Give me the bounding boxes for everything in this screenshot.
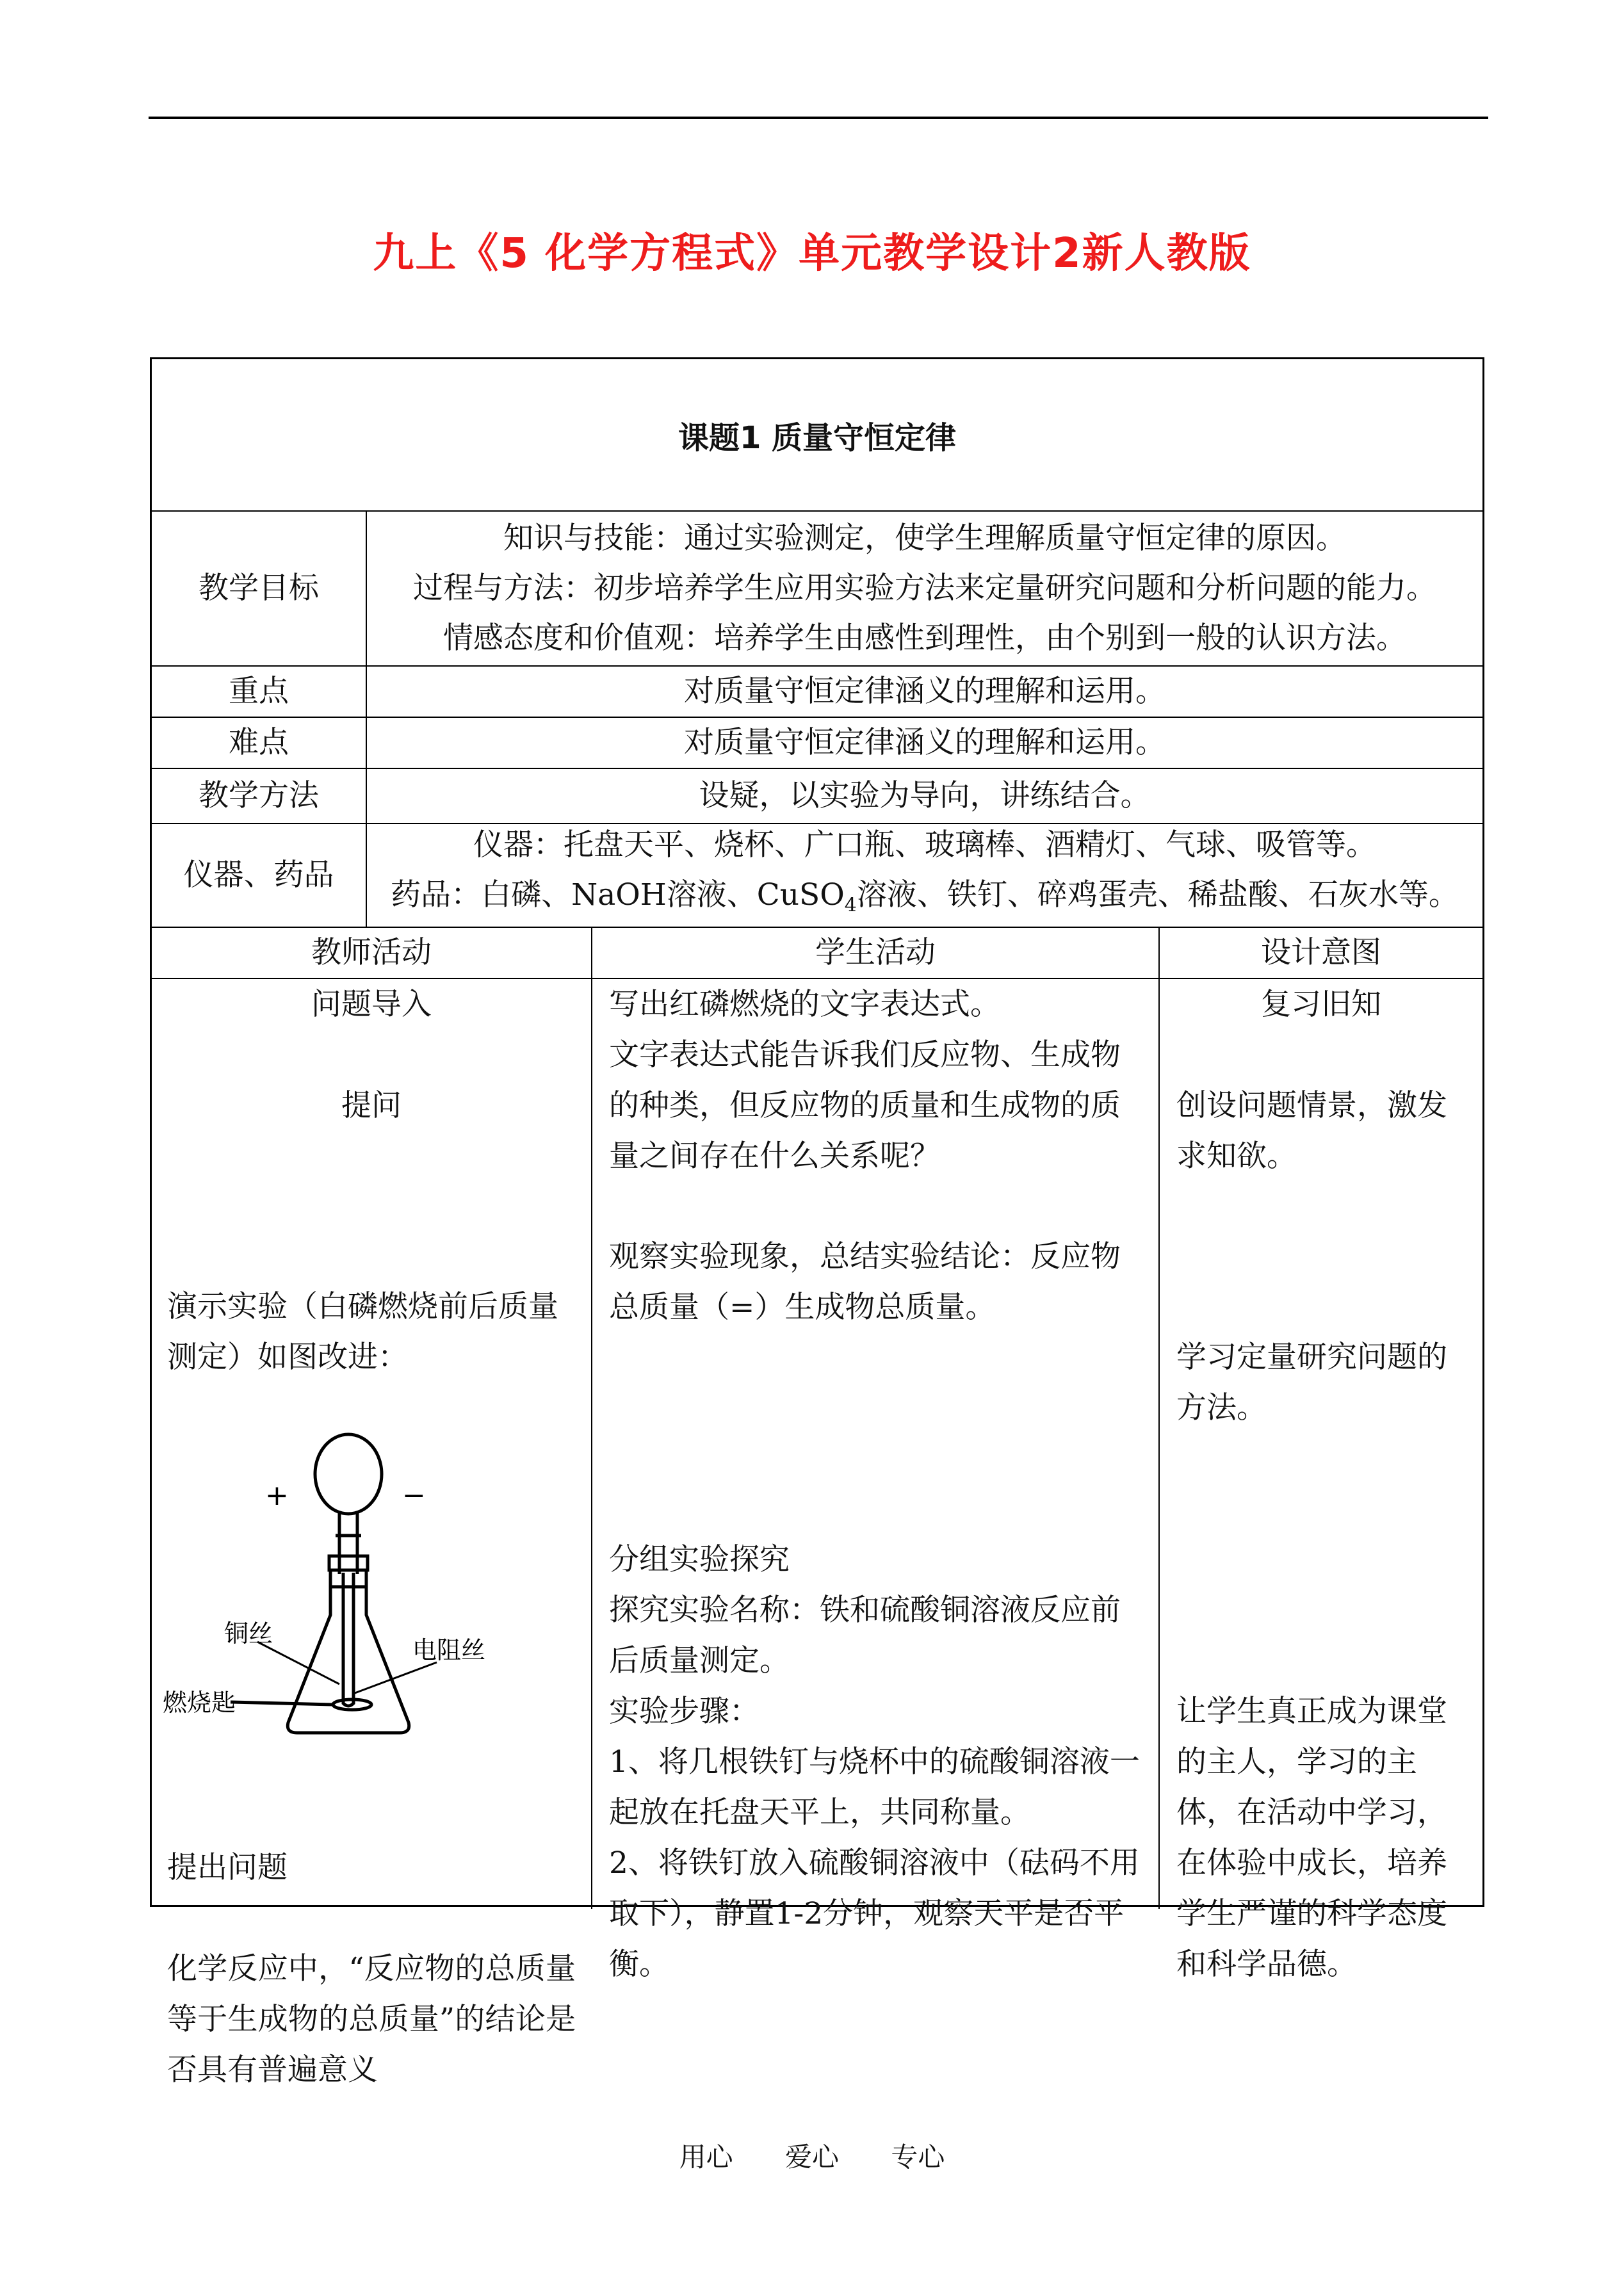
intent-column xyxy=(1158,979,1482,1982)
header-teacher: 教师活动 xyxy=(311,935,432,970)
difficulty-row xyxy=(152,717,1482,768)
student-p7: 1、将几根铁钉与烧杯中的硫酸铜溶液一起放在托盘天平上，共同称量。 xyxy=(609,1744,1140,1830)
method-row xyxy=(152,768,1482,823)
student-p4: 分组实验探究 xyxy=(609,1542,790,1577)
student-p3: 观察实验现象，总结实验结论：反应物总质量（=）生成物总质量。 xyxy=(609,1239,1121,1325)
method-value: 设疑，以实验为导向，讲练结合。 xyxy=(366,769,1482,823)
equipment-label: 仪器、药品 xyxy=(183,857,334,893)
header-student: 学生活动 xyxy=(591,928,1158,978)
key-point-row xyxy=(152,665,1482,717)
minus-sign: − xyxy=(402,1479,426,1512)
footer-item: 用心 xyxy=(679,2141,733,2173)
student-p2: 文字表达式能告诉我们反应物、生成物的种类，但反应物的质量和生成物的质量之间存在什么关系呢？ xyxy=(609,1037,1121,1174)
spoon-label: 燃烧匙 xyxy=(163,1689,236,1717)
apparatus-figure xyxy=(163,1422,534,1780)
balloon-shape xyxy=(315,1434,382,1514)
teacher-demo: 演示实验（白磷燃烧前后质量测定）如图改进： xyxy=(167,1289,558,1375)
objectives-row xyxy=(152,510,1482,665)
plus-sign: + xyxy=(265,1479,289,1512)
difficulty-value: 对质量守恒定律涵义的理解和运用。 xyxy=(366,718,1482,768)
intent-p1: 复习旧知 xyxy=(1261,987,1381,1022)
intent-p3: 学习定量研究问题的方法。 xyxy=(1176,1340,1447,1425)
teacher-raise: 提出问题 xyxy=(167,1850,288,1885)
student-p1: 写出红磷燃烧的文字表达式。 xyxy=(609,987,1000,1022)
header-intent: 设计意图 xyxy=(1158,928,1482,978)
method-label: 教学方法 xyxy=(199,778,319,813)
objectives-content xyxy=(366,512,1482,665)
equipment-reagents: 药品：白磷、NaOH溶液、CuSO$_4$溶液、铁钉、碎鸡蛋壳、稀盐酸、石灰水等。 xyxy=(391,877,1459,917)
student-p6: 实验步骤： xyxy=(609,1694,759,1729)
page-footer xyxy=(0,2136,1624,2175)
stopper xyxy=(329,1556,368,1570)
intent-p2: 创设问题情景，激发求知欲。 xyxy=(1176,1088,1447,1174)
resistance-wire-label: 电阻丝 xyxy=(412,1636,486,1664)
objective-knowledge: 知识与技能：通过实验测定，使学生理解质量守恒定律的原因。 xyxy=(503,521,1346,556)
equipment-instruments: 仪器：托盘天平、烧杯、广口瓶、玻璃棒、酒精灯、气球、吸管等。 xyxy=(473,827,1376,863)
equipment-content xyxy=(366,824,1482,927)
student-p8: 2、将铁钉放入硫酸铜溶液中（砝码不用取下），静置1-2分钟，观察天平是否平衡。 xyxy=(609,1845,1140,1982)
lesson-title: 课题1 质量守恒定律 xyxy=(678,419,957,456)
objective-attitude: 情感态度和价值观：培养学生由感性到理性，由个别到一般的认识方法。 xyxy=(443,620,1406,656)
teacher-question: 化学反应中，“反应物的总质量等于生成物的总质量”的结论是否具有普遍意义 xyxy=(167,1951,576,2088)
lesson-title-row xyxy=(152,359,1482,510)
footer-item: 专心 xyxy=(891,2141,945,2173)
equipment-row xyxy=(152,823,1482,927)
footer-item: 爱心 xyxy=(784,2141,839,2173)
objective-process: 过程与方法：初步培养学生应用实验方法来定量研究问题和分析问题的能力。 xyxy=(413,571,1436,606)
teacher-ask: 提问 xyxy=(341,1088,402,1123)
student-column xyxy=(591,979,1158,1982)
activity-header-row xyxy=(152,927,1482,978)
key-point-value: 对质量守恒定律涵义的理解和运用。 xyxy=(366,667,1482,717)
difficulty-label: 难点 xyxy=(229,725,289,760)
key-point-label: 重点 xyxy=(229,674,289,709)
intent-p4: 让学生真正成为课堂的主人，学习的主体，在活动中学习，在体验中成长，培养学生严谨的科学态度和科学品德。 xyxy=(1176,1694,1447,1982)
copper-wire-label: 铜丝 xyxy=(224,1619,273,1648)
document-title: 九上《5 化学方程式》单元教学设计2新人教版 xyxy=(373,230,1251,277)
header-rule xyxy=(149,117,1488,119)
teacher-intro: 问题导入 xyxy=(311,987,432,1022)
objectives-label: 教学目标 xyxy=(199,571,319,606)
student-p5: 探究实验名称：铁和硫酸铜溶液反应前后质量测定。 xyxy=(609,1593,1121,1678)
